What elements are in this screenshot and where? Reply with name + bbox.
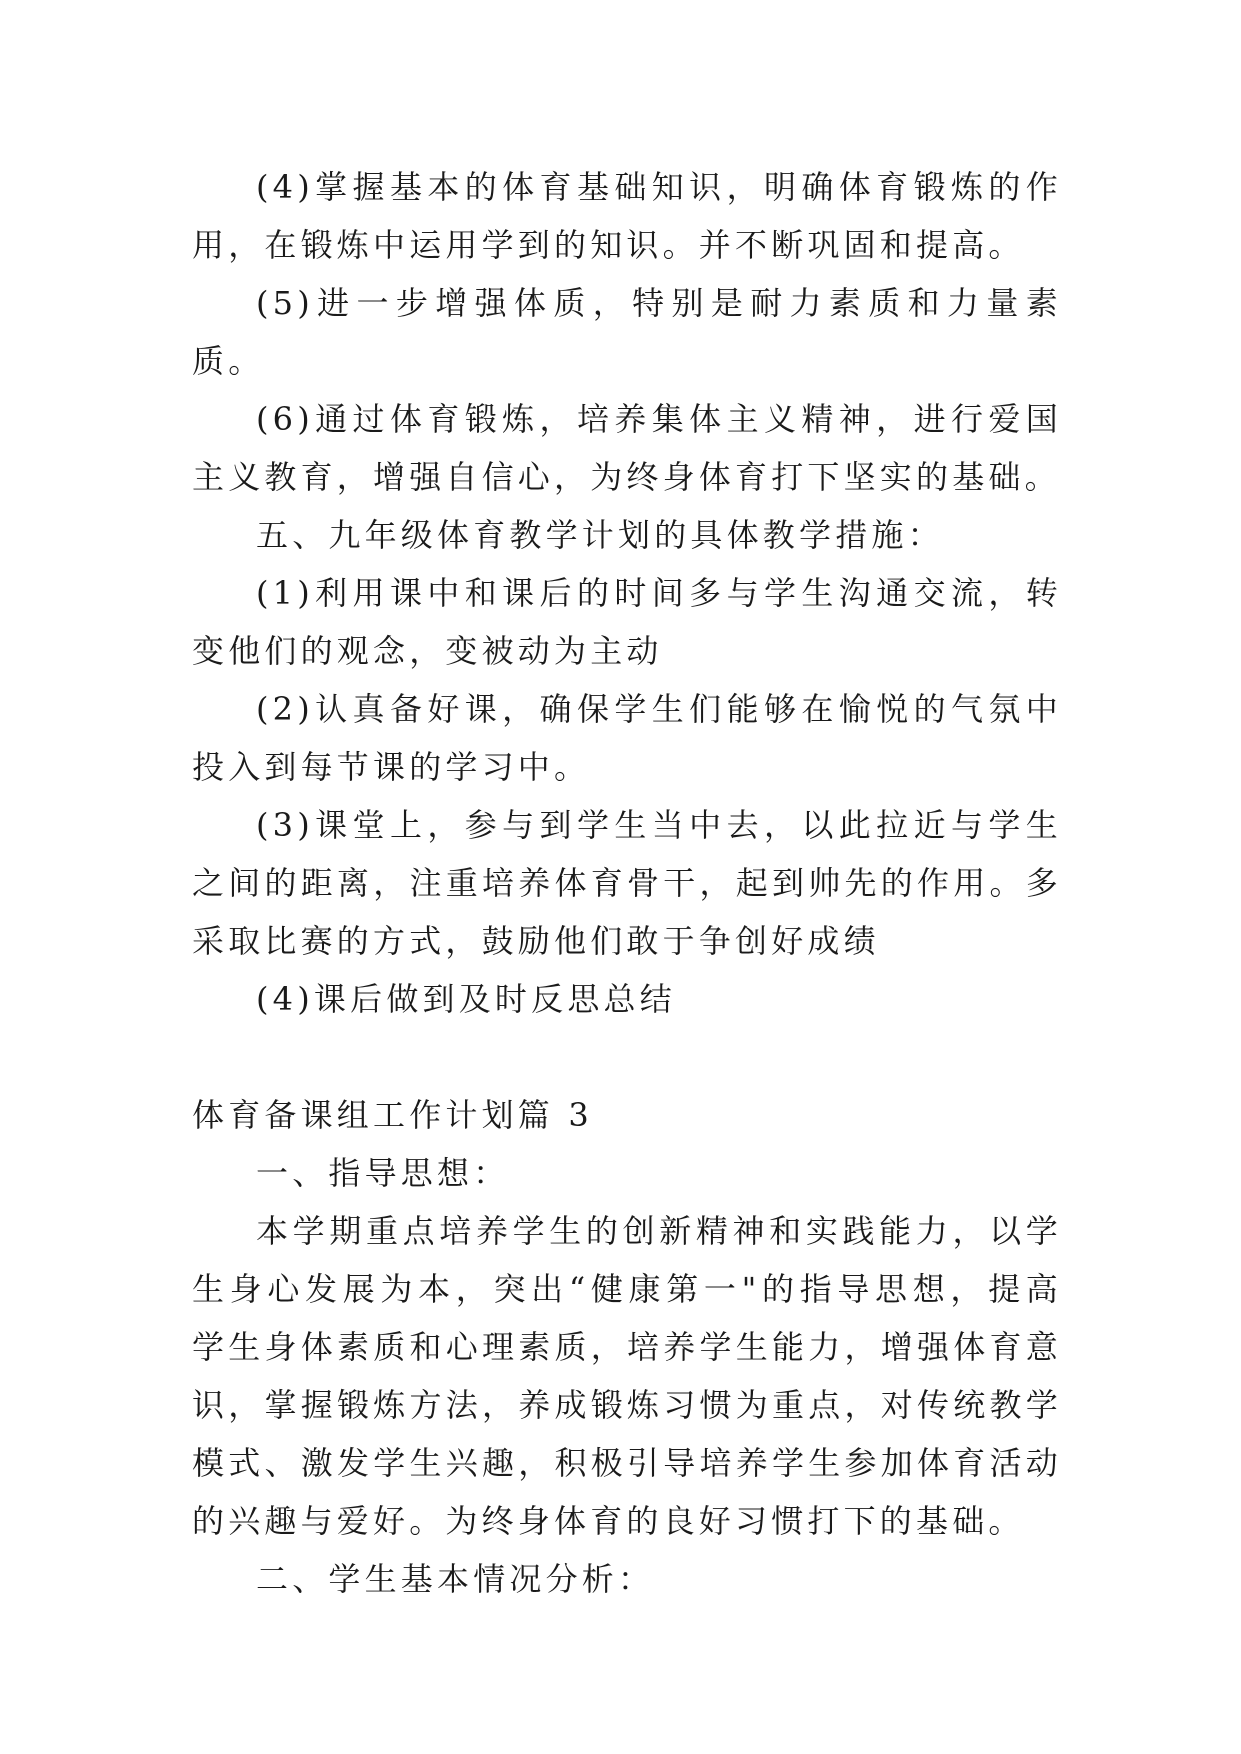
measure-item-3: (3)课堂上，参与到学生当中去，以此拉近与学生之间的距离，注重培养体育骨干，起到帅先的作用。多采取比赛的方式，鼓励他们敢于争创好成绩 — [192, 806, 1062, 960]
heading-student-analysis: 二、学生基本情况分析： — [256, 1560, 655, 1598]
paragraph-guiding-ideology: 本学期重点培养学生的创新精神和实践能力，以学生身心发展为本，突出“健康第一"的指导思想，提高学生身体素质和心理素质，培养学生能力，增强体育意识，掌握锻炼方法，养成锻炼习惯为重点，对传统教学模式、激发学生兴趣，积极引导培养学生参加体育活动的兴趣与爱好。为终身体育的良好习惯打下的基础。 — [192, 1212, 1062, 1540]
measure-item-2: (2)认真备好课，确保学生们能够在愉悦的气氛中投入到每节课的学习中。 — [192, 690, 1062, 786]
heading-teaching-measures: 五、九年级体育教学计划的具体教学措施： — [256, 516, 944, 554]
section-title: 体育备课组工作计划篇 3 — [192, 1096, 593, 1134]
section-gap — [192, 1028, 1062, 1086]
document-page — [192, 158, 1062, 1608]
paragraph-item-6: (6)通过体育锻炼，培养集体主义精神，进行爱国主义教育，增强自信心，为终身体育打下坚实的基础。 — [192, 400, 1062, 496]
paragraph-item-4: (4)掌握基本的体育基础知识，明确体育锻炼的作用，在锻炼中运用学到的知识。并不断巩固和提高。 — [192, 168, 1062, 264]
paragraph-item-5: (5)进一步增强体质，特别是耐力素质和力量素质。 — [192, 284, 1062, 380]
measure-item-1: (1)利用课中和课后的时间多与学生沟通交流，转变他们的观念，变被动为主动 — [192, 574, 1062, 670]
heading-guiding-ideology: 一、指导思想： — [256, 1154, 510, 1192]
measure-item-4: (4)课后做到及时反思总结 — [256, 980, 676, 1018]
